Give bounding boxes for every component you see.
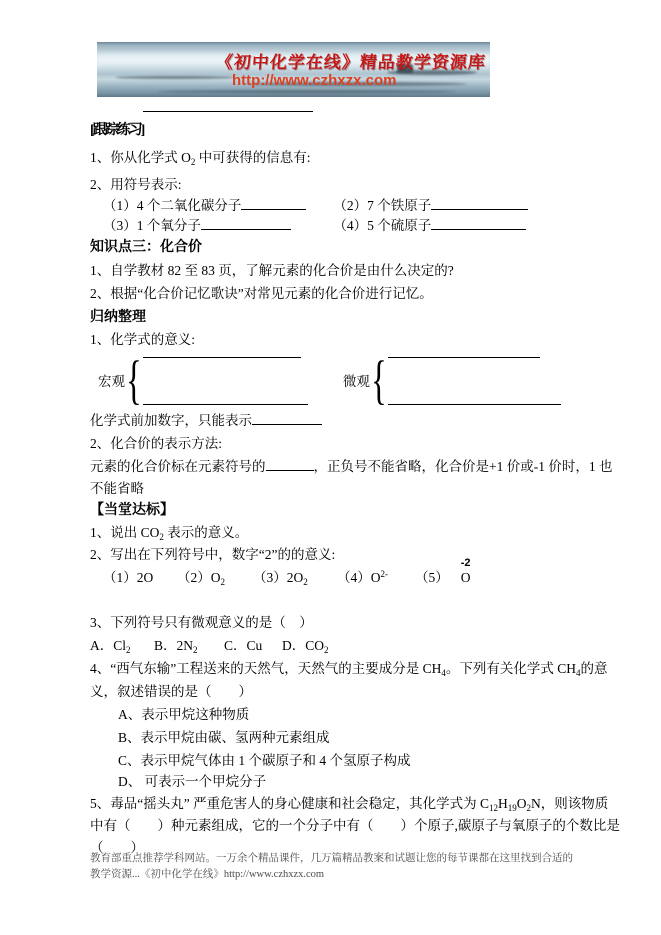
banner-site-url: http://www.czhxzx.com <box>232 72 397 89</box>
summary-q1: 1、化学式的意义: <box>90 332 196 347</box>
page-footer <box>90 851 580 883</box>
heading-knowledge-point-3: 知识点三：化合价 <box>90 240 202 255</box>
meaning-brace-diagram <box>90 351 580 409</box>
tracking-items-row-1 <box>90 196 580 216</box>
banner-sea-streak <box>157 90 457 93</box>
symbol-item-5-base: O <box>460 570 471 585</box>
tracking-q2: 2、用符号表示: <box>90 177 182 192</box>
symbol-item-3: $(3)2O_2$ <box>253 570 308 587</box>
assessment-q5-line1: 5、毒品“摇头丸” 严重危害人的身心健康和社会稳定，其化学式为 $C_{12}H_{19}O_2N$，则该物质 <box>90 796 609 813</box>
micro-label: 微观 <box>342 374 370 389</box>
q3-option-b: B．$2N_2$ <box>154 638 198 655</box>
valence-rule-line <box>90 455 613 478</box>
tracking-item-2 <box>333 198 528 213</box>
assessment-q1: 1、说出 $CO_2$ 表示的意义。 <box>90 525 249 542</box>
micro-fill-lines <box>388 357 561 405</box>
q4-option-c: C、表示甲烷气体由 1 个碳原子和 4 个氢原子构成 <box>118 753 411 768</box>
banner-site-title: 《初中化学在线》精品教学资源库 <box>215 53 487 72</box>
assessment-q3: 3、下列符号只有微观意义的是（ ） <box>90 615 313 630</box>
footer-line-2-text: 教学资源...《初中化学在线》 <box>90 869 224 880</box>
symbol-item-5 <box>415 557 471 590</box>
assessment-q3-options <box>90 634 580 657</box>
macro-fill-lines <box>143 357 308 405</box>
summary-note-text: 化学式前加数字，只能表示 <box>90 413 252 428</box>
assessment-q2-symbols <box>90 557 580 590</box>
footer-site-url: http://www.czhxzx.com <box>223 869 325 880</box>
tracking-item-2-label: （2）7 个铁原子 <box>333 198 432 213</box>
heading-assessment: 【当堂达标】 <box>90 503 174 518</box>
valence-rule-cont: 不能省略 <box>90 481 144 496</box>
valence-mark-minus-2: -2 <box>460 557 471 569</box>
fill-in-line <box>388 357 540 358</box>
worksheet-body <box>90 98 620 859</box>
fill-in-line <box>143 357 301 358</box>
assessment-q5-line2: 中有（ ）种元素组成，它的一个分子中有（ ）个原子,碳原子与氧原子的个数比是 <box>90 818 620 833</box>
summary-q2: 2、化合价的表示方法: <box>90 436 223 451</box>
tracking-item-3-label: （3）1 个氧分子 <box>103 218 201 233</box>
symbol-item-4: $(4)O^{2-}$ <box>337 569 388 585</box>
q4-option-b: B、表示甲烷由碳、氢两种元素组成 <box>118 730 330 745</box>
blank-line <box>90 590 580 612</box>
macro-label: 宏观 <box>98 374 125 389</box>
top-fill-line-row <box>90 98 580 113</box>
knowledge3-q1: 1、自学教材 82 至 83 页，了解元素的化合价是由什么决定的? <box>90 263 454 278</box>
symbol-item-2: $(2)O_2$ <box>177 570 225 587</box>
assessment-q4-line2: 义，叙述错误的是（ ） <box>90 684 252 699</box>
tracking-item-4 <box>333 218 526 233</box>
right-brace-glyph: { <box>371 350 387 410</box>
site-banner <box>97 42 490 97</box>
fill-in-blank <box>266 457 314 471</box>
symbol-item-5-prefix: （5） <box>415 570 449 585</box>
q4-option-a: A、表示甲烷这种物质 <box>118 707 250 722</box>
valence-rule-post: ，正负号不能省略，化合价是+1 价或-1 价时，1 也 <box>313 459 613 474</box>
fill-in-blank <box>431 196 528 210</box>
macro-group <box>90 350 308 410</box>
q3-option-d: D．$CO_2$ <box>282 638 329 655</box>
q4-option-d: D、 可表示一个甲烷分子 <box>118 774 267 789</box>
heading-tracking-practice: [跟踪练习] <box>90 123 144 138</box>
q3-option-a: A．$Cl_2$ <box>90 638 131 655</box>
tracking-item-3 <box>103 216 330 236</box>
tracking-item-4-label: （4）5 个硫原子 <box>333 218 432 233</box>
knowledge3-q2: 2、根据“化合价记忆歌诀”对常见元素的化合价进行记忆。 <box>90 286 433 301</box>
symbol-item-1: （1）2O <box>103 570 154 585</box>
fill-in-blank <box>201 216 291 230</box>
fill-in-line <box>388 404 561 405</box>
heading-summary: 归纳整理 <box>90 310 146 325</box>
assessment-q2: 2、写出在下列符号中，数字“2”的的意义: <box>90 547 336 562</box>
fill-in-line <box>143 404 308 405</box>
footer-line-1: 教育部重点推荐学科网站。一万余个精品课件，几万篇精品教案和试题让您的每节课都在这里找到合适的 <box>90 853 573 864</box>
symbol-item-5-stack <box>460 557 471 590</box>
fill-in-blank <box>241 196 306 210</box>
tracking-items-row-2 <box>90 216 580 236</box>
fill-in-blank <box>431 216 526 230</box>
valence-rule-pre: 元素的化合价标在元素符号的 <box>90 459 266 474</box>
assessment-q5-line3: （ ） <box>90 840 144 855</box>
footer-line-2 <box>90 867 580 883</box>
summary-note <box>90 409 580 432</box>
left-brace-glyph: { <box>126 350 142 410</box>
fill-in-blank <box>143 98 313 112</box>
fill-in-blank <box>252 411 322 425</box>
tracking-q1: 1、你从化学式 $O_2$ 中可获得的信息有: <box>90 150 311 167</box>
assessment-q4-line1: 4、“西气东输”工程送来的天然气，天然气的主要成分是 $CH_4$。下列有关化学式 $CH_4$的意 <box>90 661 608 678</box>
tracking-item-1-label: （1）4 个二氧化碳分子 <box>103 198 242 213</box>
q3-option-c: C．Cu <box>224 638 263 653</box>
tracking-item-1 <box>103 196 330 216</box>
micro-group <box>342 350 561 410</box>
